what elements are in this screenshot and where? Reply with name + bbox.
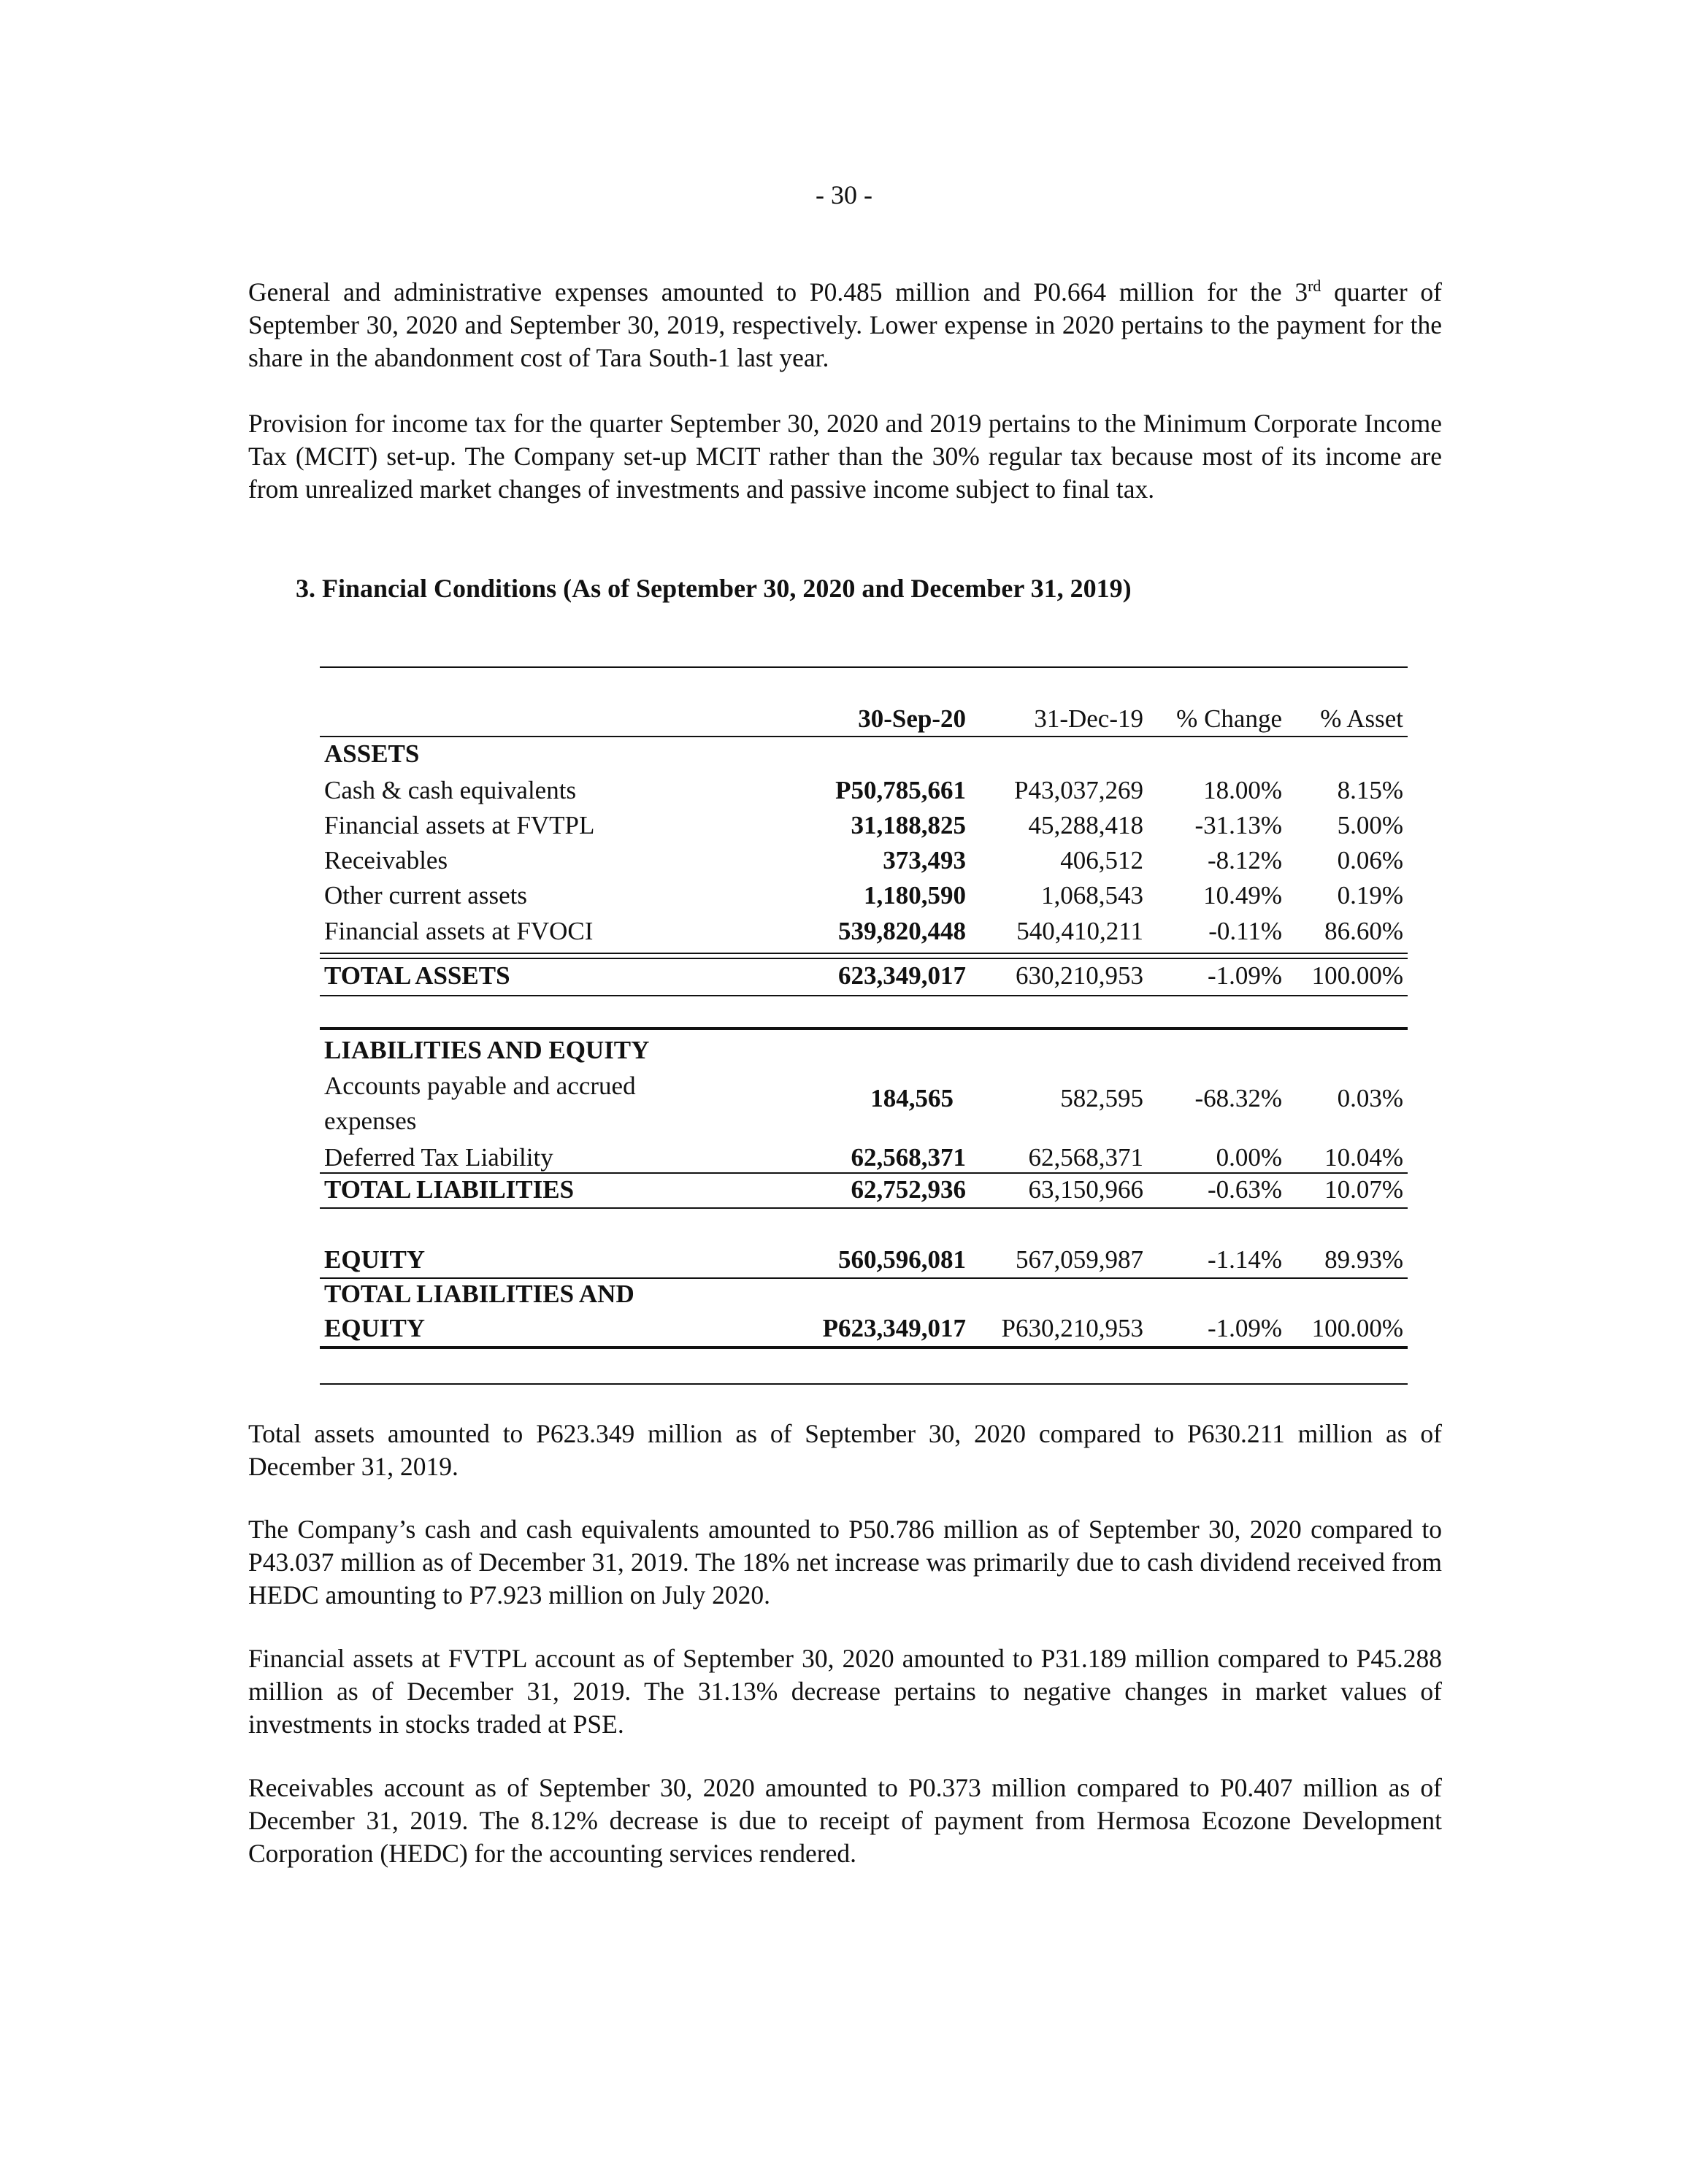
cell-change: 18.00% (1203, 776, 1282, 804)
cell-sep20: 62,752,936 (851, 1175, 966, 1204)
paragraph-receivables: Receivables account as of September 30, 2020 amounted to P0.373 million compared to P0.407 million as of December 31, 2019. The 8.12% decrease is due to receipt of payment from Hermosa Ecozone Development Corporation (HEDC) for the accounting services rendered. (248, 1773, 1442, 1868)
paragraph-total-assets: Total assets amounted to P623.349 million as of September 30, 2020 compared to P630.211 million as of December 31, 2019. (248, 1419, 1442, 1481)
row-label: EQUITY (324, 1245, 426, 1274)
row-label: TOTAL ASSETS (324, 961, 510, 990)
cell-change: -68.32% (1194, 1084, 1282, 1112)
cell-dec19: 1,068,543 (1041, 881, 1143, 910)
cell-change: -31.13% (1194, 811, 1282, 839)
cell-asset: 10.04% (1324, 1143, 1403, 1172)
cell-sep20: 539,820,448 (838, 917, 966, 945)
row-label: TOTAL LIABILITIES (324, 1175, 575, 1204)
cell-sep20: 560,596,081 (838, 1245, 966, 1274)
section-heading: 3. Financial Conditions (As of September 30, 2020 and December 31, 2019) (296, 574, 1132, 603)
row-label: TOTAL LIABILITIES AND (324, 1280, 634, 1308)
cell-asset: 5.00% (1337, 811, 1403, 839)
cell-change: 10.49% (1203, 881, 1282, 910)
cell-dec19: P43,037,269 (1014, 776, 1143, 804)
cell-change: -1.09% (1207, 1314, 1282, 1342)
cell-asset: 100.00% (1311, 961, 1403, 990)
rule (320, 953, 1408, 954)
cell-change: -0.63% (1207, 1175, 1282, 1204)
header-asset: % Asset (1320, 704, 1403, 733)
rule (320, 1172, 1408, 1174)
cell-dec19: 567,059,987 (1016, 1245, 1143, 1274)
rule (320, 995, 1408, 996)
cell-change: -0.11% (1208, 917, 1282, 945)
paragraph-ga-expenses (248, 276, 1442, 374)
rule (320, 1277, 1408, 1279)
row-label-cont: expenses (324, 1107, 417, 1135)
header-change: % Change (1176, 704, 1282, 733)
table-bottom-rule (320, 1383, 1408, 1385)
cell-change: -8.12% (1207, 846, 1282, 874)
row-label-cont: EQUITY (324, 1314, 426, 1342)
cell-asset: 100.00% (1311, 1314, 1403, 1342)
row-label: Other current assets (324, 881, 527, 910)
header-rule (320, 736, 1408, 737)
superscript-rd: rd (1308, 277, 1321, 296)
row-label: Financial assets at FVTPL (324, 811, 595, 839)
row-label: Deferred Tax Liability (324, 1143, 553, 1172)
table-top-rule (320, 666, 1408, 668)
row-label: Financial assets at FVOCI (324, 917, 594, 945)
cell-change: -1.09% (1207, 961, 1282, 990)
row-label: Accounts payable and accrued (324, 1072, 636, 1100)
paragraph-fvtpl: Financial assets at FVTPL account as of September 30, 2020 amounted to P31.189 million compared to P45.288 million as of December 31, 2019. The 31.13% decrease pertains to negative changes in market values of investments in stocks traded at PSE. (248, 1644, 1442, 1739)
cell-sep20: 31,188,825 (851, 811, 966, 839)
cell-dec19: 62,568,371 (1028, 1143, 1143, 1172)
paragraph-ga-text: General and administrative expenses amounted to P0.485 million and P0.664 million for the 3 (248, 277, 1308, 307)
cell-change: 0.00% (1216, 1143, 1282, 1172)
cell-dec19: 540,410,211 (1016, 917, 1143, 945)
cell-sep20: 373,493 (883, 846, 966, 874)
cell-dec19: 630,210,953 (1016, 961, 1143, 990)
cell-dec19: 63,150,966 (1028, 1175, 1143, 1204)
cell-asset: 8.15% (1337, 776, 1403, 804)
cell-dec19: P630,210,953 (1001, 1314, 1143, 1342)
cell-sep20: 623,349,017 (838, 961, 966, 990)
header-dec19: 31-Dec-19 (1034, 704, 1143, 733)
cell-dec19: 406,512 (1060, 846, 1143, 874)
paragraph-income-tax: Provision for income tax for the quarter September 30, 2020 and 2019 pertains to the Minimum Corporate Income Tax (MCIT) set-up. The Company set-up MCIT rather than the 30% regular tax because most of its income are from unrealized market changes of investments and passive income subject to final tax. (248, 409, 1442, 504)
page-number: - 30 - (816, 180, 872, 209)
cell-asset: 89.93% (1324, 1245, 1403, 1274)
cell-asset: 0.06% (1337, 846, 1403, 874)
rule (320, 1207, 1408, 1209)
row-label: Receivables (324, 846, 448, 874)
cell-sep20: P623,349,017 (822, 1314, 966, 1342)
header-sep20: 30-Sep-20 (858, 704, 966, 733)
financial-conditions-table (320, 666, 1408, 1396)
cell-asset: 0.19% (1337, 881, 1403, 910)
cell-asset: 86.60% (1324, 917, 1403, 945)
row-label: Cash & cash equivalents (324, 776, 577, 804)
paragraph-cash: The Company’s cash and cash equivalents amounted to P50.786 million as of September 30, 2020 compared to P43.037 million as of December 31, 2019. The 18% net increase was primarily due to cash dividend received from HEDC amounting to P7.923 million on July 2020. (248, 1515, 1442, 1610)
rule (320, 1346, 1408, 1349)
cell-asset: 0.03% (1337, 1084, 1403, 1112)
cell-sep20: P50,785,661 (835, 776, 966, 804)
assets-label: ASSETS (324, 739, 420, 768)
cell-sep20: 62,568,371 (851, 1143, 966, 1172)
cell-sep20: 184,565 (870, 1084, 954, 1112)
paragraph-ga-text-cont: quarter of September 30, 2020 and September 30, 2019, respectively. Lower expense in 2020 pertains to the payment for the share in the abandonment cost of Tara South-1 last year. (248, 277, 1442, 372)
rule (320, 958, 1408, 959)
cell-dec19: 582,595 (1060, 1084, 1143, 1112)
cell-dec19: 45,288,418 (1028, 811, 1143, 839)
cell-change: -1.14% (1207, 1245, 1282, 1274)
liabilities-equity-label: LIABILITIES AND EQUITY (324, 1036, 650, 1064)
cell-asset: 10.07% (1324, 1175, 1403, 1204)
cell-sep20: 1,180,590 (864, 881, 966, 910)
rule (320, 1027, 1408, 1030)
